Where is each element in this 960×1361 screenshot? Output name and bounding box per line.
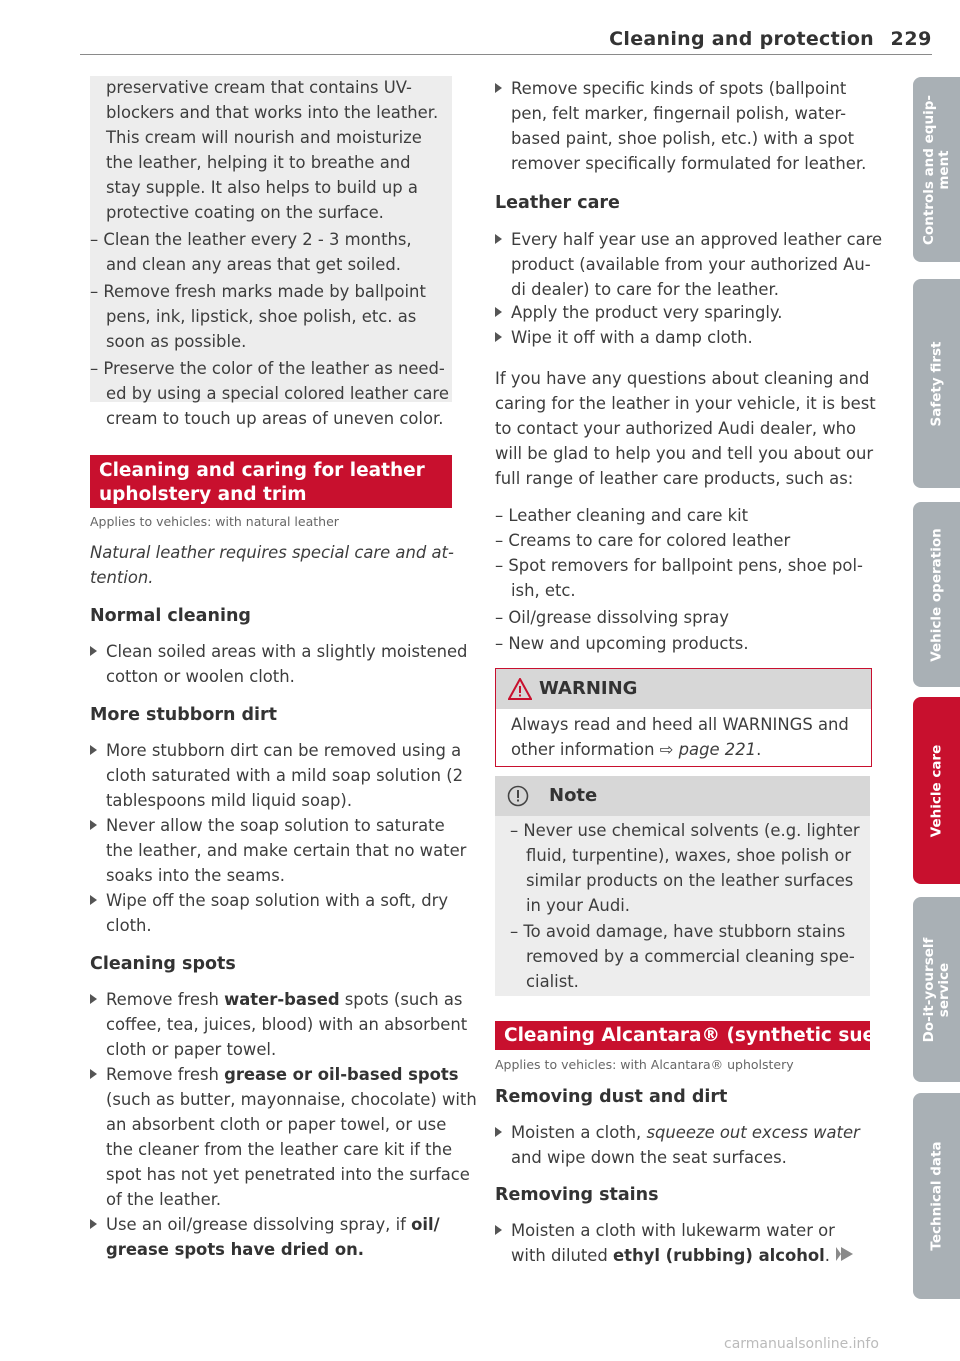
bullet-icon <box>90 1219 97 1229</box>
heading-leather-care: Leather care <box>495 193 620 213</box>
heading-normal-cleaning: Normal cleaning <box>90 606 251 626</box>
section-title-alcantara <box>495 1021 910 1050</box>
text-line: soon as possible. <box>106 332 247 351</box>
text-line: blockers and that works into the leather. <box>106 103 439 122</box>
note-header <box>495 776 870 816</box>
bullet-item: Every half year use an approved leather care <box>495 227 882 252</box>
text-line: soaks into the seams. <box>106 866 285 885</box>
applies-note: Applies to vehicles: with natural leather <box>90 514 339 529</box>
text-line: cream to touch up areas of uneven color. <box>106 409 444 428</box>
warning-icon <box>508 678 532 700</box>
text-line: cloth. <box>106 916 152 935</box>
bullet-item: Remove specific kinds of spots (ballpoint <box>495 76 846 101</box>
text-line: cialist. <box>526 972 579 991</box>
note-title: Note <box>549 785 598 806</box>
text-line: remover specifically formulated for leather. <box>511 154 867 173</box>
text-line: spot has not yet penetrated into the surface <box>106 1165 470 1184</box>
text-line: This cream will nourish and moisturize <box>106 128 422 147</box>
warning-header <box>496 669 871 709</box>
bullet-item: Wipe it off with a damp cloth. <box>495 325 753 350</box>
text-line: cloth saturated with a mild soap solution (2 <box>106 766 464 785</box>
text-line: with diluted ethyl (rubbing) alcohol. <box>511 1246 830 1265</box>
text-line: If you have any questions about cleaning and <box>495 369 870 388</box>
bullet-icon <box>90 820 97 830</box>
text-line: pen, felt marker, fingernail polish, water- <box>511 104 847 123</box>
heading-cleaning-spots: Cleaning spots <box>90 954 236 974</box>
page-link[interactable]: ⇨ page 221 <box>659 740 757 759</box>
bullet-item: Remove fresh grease or oil-based spots <box>90 1062 458 1087</box>
side-tab-technical-data[interactable] <box>913 1093 960 1299</box>
section-title-line: Cleaning Alcantara® (synthetic suede) <box>504 1025 910 1046</box>
text-line: removed by a commercial cleaning spe- <box>526 947 855 966</box>
text-line: Always read and heed all WARNINGS and <box>511 715 849 734</box>
list-item: – Spot removers for ballpoint pens, shoe pol- <box>495 556 863 575</box>
bullet-item: Apply the product very sparingly. <box>495 300 782 325</box>
bullet-item: More stubborn dirt can be removed using a <box>90 738 461 763</box>
side-tab-label: Technical data <box>928 1141 944 1251</box>
text-line: and clean any areas that get soiled. <box>106 255 401 274</box>
bullet-item: Use an oil/grease dissolving spray, if oil/ <box>90 1212 440 1237</box>
text-line: coffee, tea, juices, blood) with an absorbent <box>106 1015 468 1034</box>
bullet-item: Moisten a cloth with lukewarm water or <box>495 1218 835 1243</box>
text-line: in your Audi. <box>526 896 630 915</box>
heading-stubborn-dirt: More stubborn dirt <box>90 705 278 725</box>
watermark: carmanualsonline.info <box>724 1336 879 1352</box>
text-line: and wipe down the seat surfaces. <box>511 1148 787 1167</box>
list-item: – To avoid damage, have stubborn stains <box>510 922 846 941</box>
info-icon <box>507 785 529 807</box>
text-line: other information ⇨ page 221. <box>511 740 762 759</box>
list-item: – Oil/grease dissolving spray <box>495 608 729 627</box>
text-line: based paint, shoe polish, etc.) with a spot <box>511 129 855 148</box>
text-line: to contact your authorized Audi dealer, who <box>495 419 857 438</box>
bullet-icon <box>495 332 502 342</box>
heading-removing-stains: Removing stains <box>495 1185 659 1205</box>
text-line: similar products on the leather surfaces <box>526 871 854 890</box>
bullet-icon <box>90 646 97 656</box>
side-tab-label: Safety first <box>928 341 944 426</box>
side-tab-vehicle-care[interactable] <box>913 697 960 884</box>
text-line: an absorbent cloth or paper towel, or use <box>106 1115 447 1134</box>
list-item: – Preserve the color of the leather as need- <box>90 359 445 378</box>
bullet-item: Wipe off the soap solution with a soft, dry <box>90 888 448 913</box>
lead-text: Natural leather requires special care and at- <box>90 543 454 562</box>
text-line: full range of leather care products, such as: <box>495 469 854 488</box>
text-line: cloth or paper towel. <box>106 1040 277 1059</box>
text-line: fluid, turpentine), waxes, shoe polish or <box>526 846 852 865</box>
text-line: ish, etc. <box>511 581 576 600</box>
continue-arrow-icon <box>841 1247 853 1261</box>
side-tab-safety-first[interactable] <box>913 279 960 488</box>
lead-text: tention. <box>90 568 154 587</box>
text-line: product (available from your authorized Au- <box>511 255 871 274</box>
text-line: di dealer) to care for the leather. <box>511 280 779 299</box>
text-line: the leather, helping it to breathe and <box>106 153 411 172</box>
list-item: – Never use chemical solvents (e.g. lighter <box>510 821 860 840</box>
bullet-icon <box>495 83 502 93</box>
text-line: of the leather. <box>106 1190 222 1209</box>
text-line: preservative cream that contains UV- <box>106 78 412 97</box>
text-line: pens, ink, lipstick, shoe polish, etc. as <box>106 307 417 326</box>
bullet-item: Clean soiled areas with a slightly moistened <box>90 639 467 664</box>
section-title-leather <box>90 455 452 508</box>
bullet-icon <box>90 994 97 1004</box>
list-item: – Creams to care for colored leather <box>495 531 791 550</box>
side-tab-label: Vehicle operation <box>928 527 944 662</box>
section-title-line: upholstery and trim <box>99 484 307 505</box>
side-tab-controls-and-equip[interactable] <box>913 77 960 262</box>
text-line: stay supple. It also helps to build up a <box>106 178 418 197</box>
list-item: – New and upcoming products. <box>495 634 749 653</box>
text-line: cotton or woolen cloth. <box>106 667 295 686</box>
bullet-icon <box>495 307 502 317</box>
page-header <box>80 28 932 55</box>
heading-removing-dust: Removing dust and dirt <box>495 1087 728 1107</box>
bullet-item: Moisten a cloth, squeeze out excess water <box>495 1120 860 1145</box>
bullet-icon <box>495 1127 502 1137</box>
applies-note: Applies to vehicles: with Alcantara® upholstery <box>495 1057 794 1072</box>
side-tab-label: Do-it-yourself service <box>920 937 952 1042</box>
side-tab-label: Controls and equip- ment <box>920 94 952 245</box>
text-line: tablespoons mild liquid soap). <box>106 791 353 810</box>
bullet-icon <box>495 234 502 244</box>
bullet-icon <box>495 1225 502 1235</box>
text-line: protective coating on the surface. <box>106 203 384 222</box>
side-tab-vehicle-operation[interactable] <box>913 502 960 687</box>
warning-title: WARNING <box>539 678 638 699</box>
list-item: – Remove fresh marks made by ballpoint <box>90 282 426 301</box>
note-box <box>495 776 870 996</box>
bullet-item: Remove fresh water-based spots (such as <box>90 987 462 1012</box>
text-line: grease spots have dried on. <box>106 1240 365 1259</box>
page-number: 229 <box>890 28 932 50</box>
side-tab-do-it-yourself[interactable] <box>913 897 960 1082</box>
bullet-icon <box>90 895 97 905</box>
warning-box <box>495 668 872 767</box>
text-line: (such as butter, mayonnaise, chocolate) with <box>106 1090 477 1109</box>
list-item: – Clean the leather every 2 - 3 months, <box>90 230 412 249</box>
side-tab-label: Vehicle care <box>928 744 944 837</box>
header-title: Cleaning and protection <box>609 28 874 50</box>
text-line: ed by using a special colored leather care <box>106 384 449 403</box>
list-item: – Leather cleaning and care kit <box>495 506 749 525</box>
text-line: the leather, and make certain that no water <box>106 841 467 860</box>
text-line: the cleaner from the leather care kit if the <box>106 1140 453 1159</box>
bullet-icon <box>90 1069 97 1079</box>
text-line: caring for the leather in your vehicle, it is best <box>495 394 876 413</box>
bullet-item: Never allow the soap solution to saturate <box>90 813 445 838</box>
section-title-line: Cleaning and caring for leather <box>99 460 425 481</box>
bullet-icon <box>90 745 97 755</box>
text-line: will be glad to help you and tell you about our <box>495 444 874 463</box>
